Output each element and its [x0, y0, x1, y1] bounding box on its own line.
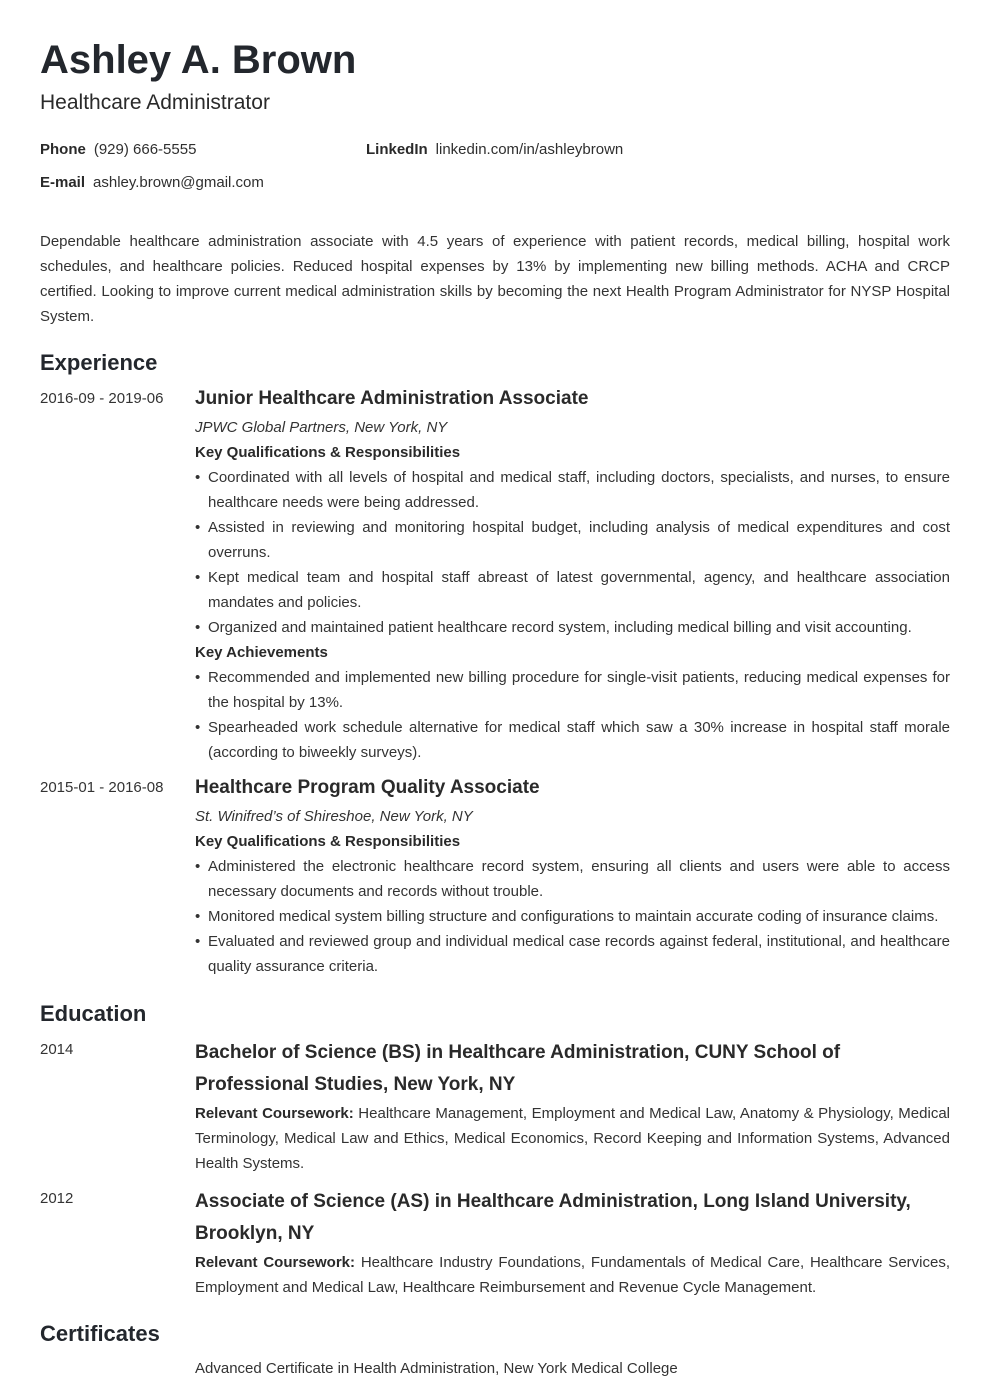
candidate-title: Healthcare Administrator	[40, 91, 270, 114]
coursework-label: Relevant Coursework:	[195, 1254, 356, 1271]
job-details	[195, 775, 950, 979]
contact-info	[40, 141, 950, 192]
linkedin-label: LinkedIn	[366, 141, 428, 158]
education-year: 2012	[40, 1190, 74, 1207]
education-details	[195, 1037, 950, 1176]
list-item: • Monitored medical system billing structure and configurations to maintain accurate coding of insurance claims.	[195, 904, 950, 929]
education-details	[195, 1186, 950, 1300]
responsibilities-heading: Key Qualifications & Responsibilities	[195, 444, 461, 461]
coursework	[195, 1101, 950, 1176]
job-company: St. Winifred’s of Shireshoe, New York, NY	[195, 808, 473, 825]
job-company: JPWC Global Partners, New York, NY	[195, 419, 448, 436]
achievements-heading: Key Achievements	[195, 644, 328, 661]
contact-linkedin	[366, 141, 950, 159]
coursework-text: Healthcare Industry Foundations, Fundamentals of Medical Care, Healthcare Services, Employment and Medical Law, Healthcare Reimbursement and Revenue Cycle Management.	[195, 1254, 950, 1296]
linkedin-value[interactable]: linkedin.com/in/ashleybrown	[435, 141, 624, 158]
candidate-name: Ashley A. Brown	[40, 38, 357, 82]
experience-entry	[40, 386, 950, 765]
responsibilities-list	[195, 465, 950, 640]
list-item: • Kept medical team and hospital staff abreast of latest governmental, agency, and healthcare association mandates and policies.	[195, 565, 950, 615]
achievements-list	[195, 665, 950, 765]
education-year: 2014	[40, 1041, 74, 1058]
job-title: Healthcare Program Quality Associate	[195, 777, 540, 798]
job-title: Junior Healthcare Administration Associate	[195, 388, 589, 409]
list-item: • Spearheaded work schedule alternative for medical staff which saw a 30% increase in hospital staff morale (according to biweekly surveys).	[195, 715, 950, 765]
education-entry	[40, 1037, 950, 1176]
phone-value: (929) 666-5555	[93, 141, 197, 158]
experience-entry	[40, 775, 950, 979]
coursework-label: Relevant Coursework:	[195, 1105, 354, 1122]
job-details	[195, 386, 950, 765]
list-item: • Recommended and implemented new billing procedure for single-visit patients, reducing medical expenses for the hospital by 13%.	[195, 665, 950, 715]
contact-email	[40, 174, 366, 192]
responsibilities-heading: Key Qualifications & Responsibilities	[195, 833, 461, 850]
degree-title: Associate of Science (AS) in Healthcare Administration, Long Island University, Brooklyn, NY	[195, 1191, 911, 1244]
experience-heading: Experience	[40, 350, 158, 375]
certificates-heading: Certificates	[40, 1321, 160, 1346]
list-item: • Administered the electronic healthcare record system, ensuring all clients and users were able to access necessary documents and records without trouble.	[195, 854, 950, 904]
coursework-text: Healthcare Management, Employment and Medical Law, Anatomy & Physiology, Medical Terminology, Medical Law and Ethics, Medical Economics, Record Keeping and Information Systems, Advanced Health Systems.	[195, 1105, 950, 1172]
list-item: • Coordinated with all levels of hospital and medical staff, including doctors, specialists, and nurses, to ensure healthcare needs were being addressed.	[195, 465, 950, 515]
certificate-item: Advanced Certificate in Health Administration, New York Medical College	[195, 1360, 678, 1377]
email-label: E-mail	[40, 174, 86, 191]
email-value[interactable]: ashley.brown@gmail.com	[93, 174, 264, 191]
contact-phone	[40, 141, 366, 159]
education-heading: Education	[40, 1001, 147, 1026]
education-entry	[40, 1186, 950, 1300]
list-item: • Assisted in reviewing and monitoring hospital budget, including analysis of medical expenditures and cost overruns.	[195, 515, 950, 565]
phone-label: Phone	[40, 141, 86, 158]
job-dates: 2015-01 - 2016-08	[40, 779, 164, 796]
job-dates: 2016-09 - 2019-06	[40, 390, 164, 407]
list-item: • Organized and maintained patient healthcare record system, including medical billing and visit accounting.	[195, 615, 950, 640]
coursework	[195, 1250, 950, 1300]
degree-title: Bachelor of Science (BS) in Healthcare Administration, CUNY School of Professional Studies, New York, NY	[195, 1042, 841, 1095]
profile-summary: Dependable healthcare administration associate with 4.5 years of experience with patient records, medical billing, hospital work schedules, and healthcare policies. Reduced hospital expenses by 13% by implementing new billing methods. ACHA and CRCP certified. Looking to improve current medical administration skills by becoming the next Health Program Administrator for NYSP Hospital System.	[40, 233, 950, 325]
list-item: • Evaluated and reviewed group and individual medical case records against federal, institutional, and healthcare quality assurance criteria.	[195, 929, 950, 979]
responsibilities-list	[195, 854, 950, 979]
